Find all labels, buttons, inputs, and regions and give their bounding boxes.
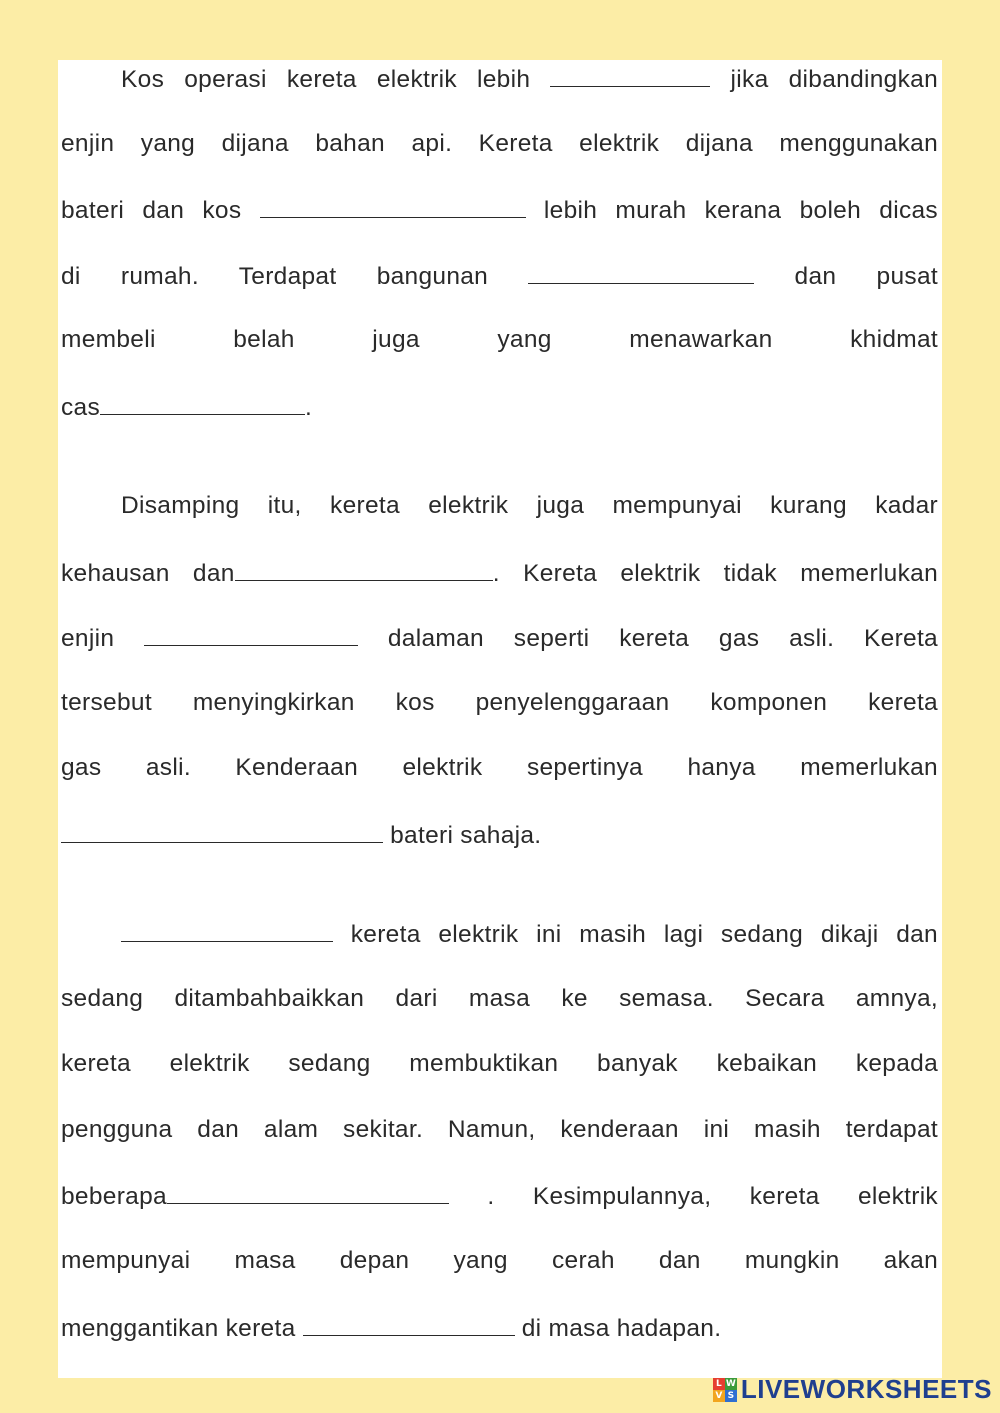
liveworksheets-footer[interactable]: [713, 1374, 992, 1405]
text-segment: di masa hadapan.: [514, 1314, 722, 1342]
text-line: [61, 1112, 938, 1178]
text-line: [61, 1046, 938, 1112]
text-segment: dalaman seperti kereta gas asli. Kereta: [358, 625, 938, 653]
answer-blank[interactable]: [121, 915, 333, 942]
text-segment: mempunyai masa depan yang cerah dan mungkin akan: [61, 1246, 938, 1274]
text-segment: bateri dan kos: [61, 197, 260, 225]
text-segment: beberapa: [61, 1183, 167, 1211]
answer-blank[interactable]: [303, 1309, 515, 1336]
text-line: [61, 554, 938, 620]
text-line: [61, 1309, 938, 1375]
text-segment: pengguna dan alam sekitar. Namun, kenderaan ini masih terdapat: [61, 1115, 938, 1143]
text-line: [61, 322, 938, 388]
text-segment: Kos operasi kereta elektrik lebih: [121, 66, 551, 93]
text-segment: . Kesimpulannya, kereta elektrik: [448, 1183, 938, 1211]
text-line: [61, 915, 938, 981]
answer-blank[interactable]: [100, 388, 305, 415]
liveworksheets-logo-icon: [713, 1378, 737, 1402]
text-segment: kereta elektrik sedang membuktikan banyak kebaikan kepada: [61, 1050, 938, 1078]
text-line: [61, 1243, 938, 1309]
text-segment: Disamping itu, kereta elektrik juga mempunyai kurang kadar: [121, 492, 938, 519]
answer-blank[interactable]: [144, 619, 358, 646]
text-segment: enjin: [61, 625, 145, 653]
text-segment: tersebut menyingkirkan kos penyelenggaraan komponen kereta: [61, 688, 938, 716]
text-line: [61, 1177, 938, 1243]
text-segment: di rumah. Terdapat bangunan: [61, 262, 529, 290]
text-segment: cas: [61, 393, 101, 421]
text-segment: dan pusat: [754, 262, 938, 290]
text-segment: enjin yang dijana bahan api. Kereta elektrik dijana menggunakan: [61, 129, 938, 157]
text-segment: sedang ditambahbaikkan dari masa ke semasa. Secara amnya,: [61, 984, 938, 1012]
paragraph-3: [61, 915, 938, 1374]
text-segment: menggantikan kereta: [61, 1314, 303, 1342]
text-line: [61, 488, 938, 554]
text-line: [61, 388, 938, 454]
brand-name: LIVEWORKSHEETS: [740, 1374, 992, 1404]
text-segment: lebih murah kerana boleh dicas: [525, 197, 938, 225]
text-line: [61, 685, 938, 751]
answer-blank[interactable]: [528, 257, 754, 284]
worksheet-page: [58, 60, 942, 1378]
text-line: [61, 126, 938, 192]
text-line: [61, 619, 938, 685]
logo-tile: V: [713, 1390, 725, 1402]
logo-tile: L: [713, 1378, 725, 1390]
text-line: [61, 816, 938, 882]
text-segment: jika dibandingkan: [710, 66, 939, 93]
text-line: [61, 981, 938, 1047]
text-line: [61, 750, 938, 816]
text-segment: .: [305, 393, 313, 421]
text-segment: bateri sahaja.: [383, 821, 542, 849]
answer-blank[interactable]: [235, 554, 493, 581]
logo-tile: W: [725, 1378, 736, 1389]
text-segment: gas asli. Kenderaan elektrik sepertinya hanya memerlukan: [61, 754, 938, 782]
text-segment: kehausan dan: [61, 559, 235, 587]
answer-blank[interactable]: [260, 191, 526, 218]
logo-tile: S: [725, 1390, 737, 1402]
text-line: [61, 191, 938, 257]
paragraph-2: [61, 488, 938, 882]
paragraph-1: [61, 60, 938, 454]
text-segment: membeli belah juga yang menawarkan khidmat: [61, 326, 938, 354]
answer-blank[interactable]: [167, 1177, 449, 1204]
text-segment: kereta elektrik ini masih lagi sedang dikaji dan: [333, 921, 938, 948]
text-segment: . Kereta elektrik tidak memerlukan: [492, 559, 938, 587]
text-line: [61, 257, 938, 323]
answer-blank[interactable]: [61, 816, 383, 843]
answer-blank[interactable]: [550, 60, 710, 87]
text-line: [61, 60, 938, 126]
